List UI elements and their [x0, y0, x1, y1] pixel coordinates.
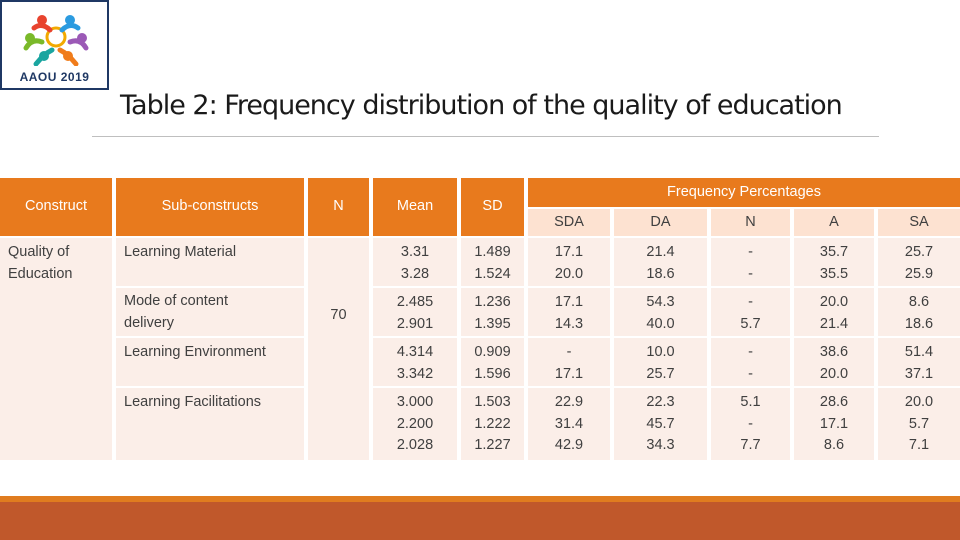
table-row-subconstruct: Learning Environment	[116, 338, 304, 386]
table-cell-n: 5.1 - 7.7	[711, 388, 790, 460]
table-row-subconstruct: Learning Facilitations	[116, 388, 304, 460]
table-cell-sd: 1.236 1.395	[461, 288, 524, 336]
table-cell-sd: 0.909 1.596	[461, 338, 524, 386]
table-cell-sda: - 17.1	[528, 338, 610, 386]
subheader-n: N	[711, 209, 790, 236]
table-cell-sda: 22.9 31.4 42.9	[528, 388, 610, 460]
subheader-da: DA	[614, 209, 707, 236]
table-cell-n: - 5.7	[711, 288, 790, 336]
table-cell-sa: 20.0 5.7 7.1	[878, 388, 960, 460]
table-cell-mean: 3.000 2.200 2.028	[373, 388, 457, 460]
construct-label: Quality of Education	[8, 244, 73, 282]
subheader-sda: SDA	[528, 209, 610, 236]
header-frequency-percentages: Frequency Percentages	[528, 178, 960, 207]
table-cell-mean: 4.314 3.342	[373, 338, 457, 386]
header-sd: SD	[461, 178, 524, 236]
table-cell-sd: 1.503 1.222 1.227	[461, 388, 524, 460]
aaou-logo-icon	[20, 8, 92, 66]
table-cell-n: - -	[711, 338, 790, 386]
footer-bar	[0, 502, 960, 540]
table-cell-da: 22.3 45.7 34.3	[614, 388, 707, 460]
table-cell-a: 38.6 20.0	[794, 338, 874, 386]
table-cell-sd: 1.489 1.524	[461, 238, 524, 286]
table-row-subconstruct: Mode of content delivery	[116, 288, 304, 336]
page-title: Table 2: Frequency distribution of the quality of education	[120, 90, 842, 121]
conference-logo	[0, 0, 109, 90]
table-cell-da: 54.3 40.0	[614, 288, 707, 336]
table-cell-a: 20.0 21.4	[794, 288, 874, 336]
subheader-a: A	[794, 209, 874, 236]
header-mean: Mean	[373, 178, 457, 236]
table-cell-sa: 8.6 18.6	[878, 288, 960, 336]
table-row-subconstruct: Learning Material	[116, 238, 304, 286]
construct-cell	[0, 238, 112, 460]
table-cell-da: 10.0 25.7	[614, 338, 707, 386]
table-cell-sda: 17.1 20.0	[528, 238, 610, 286]
table-cell-da: 21.4 18.6	[614, 238, 707, 286]
table-cell-sa: 51.4 37.1	[878, 338, 960, 386]
header-n: N	[308, 178, 369, 236]
n-value: 70	[330, 307, 347, 323]
table-cell-n: - -	[711, 238, 790, 286]
logo-text: AAOU 2019	[19, 70, 90, 84]
header-subconstructs: Sub-constructs	[116, 178, 304, 236]
subheader-sa: SA	[878, 209, 960, 236]
table-cell-a: 35.7 35.5	[794, 238, 874, 286]
table-cell-sda: 17.1 14.3	[528, 288, 610, 336]
header-construct: Construct	[0, 178, 112, 236]
table-cell-a: 28.6 17.1 8.6	[794, 388, 874, 460]
table-cell-sa: 25.7 25.9	[878, 238, 960, 286]
n-cell	[308, 238, 369, 460]
table-cell-mean: 3.31 3.28	[373, 238, 457, 286]
table-cell-mean: 2.485 2.901	[373, 288, 457, 336]
title-divider	[92, 136, 879, 137]
